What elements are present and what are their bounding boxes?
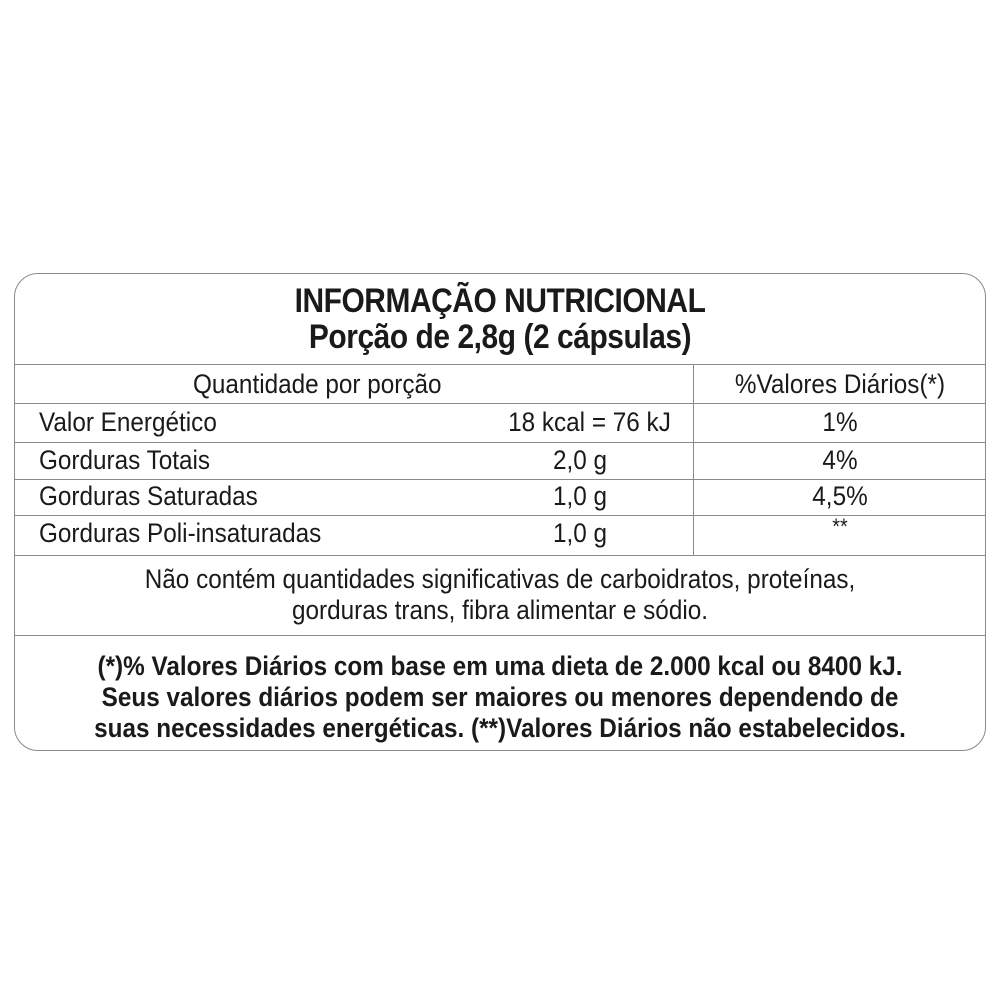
column-divider	[693, 364, 694, 555]
nutrient-name: Gorduras Totais	[39, 445, 211, 475]
divider-note-end	[15, 635, 985, 636]
nutrient-name: Gorduras Poli-insaturadas	[39, 518, 322, 548]
nutrient-daily-value: 1%	[822, 407, 858, 437]
header-quantity-per-serving: Quantidade por porção	[193, 369, 442, 399]
panel-header	[15, 274, 985, 364]
divider-row-1	[15, 442, 985, 443]
nutrient-name: Valor Energético	[39, 407, 217, 437]
nutrient-amount: 18 kcal = 76 kJ	[508, 407, 671, 437]
insignificant-amounts-note-line-2: gorduras trans, fibra alimentar e sódio.	[291, 595, 708, 625]
divider-row-2	[15, 479, 985, 480]
insignificant-amounts-note-line-1: Não contém quantidades significativas de carboidratos, proteínas,	[144, 564, 856, 594]
divider-column-headers	[15, 403, 985, 404]
daily-values-footnote-line-2: Seus valores diários podem ser maiores ou menores dependendo de	[101, 682, 899, 712]
nutrient-daily-value: 4,5%	[812, 481, 868, 511]
nutrient-amount: 1,0 g	[552, 481, 607, 511]
divider-table-end	[15, 555, 985, 556]
nutrient-amount: 2,0 g	[552, 445, 607, 475]
panel-title: INFORMAÇÃO NUTRICIONAL	[294, 282, 706, 320]
daily-values-footnote-line-3: suas necessidades energéticas. (**)Valores Diários não estabelecidos.	[94, 713, 906, 743]
serving-size: Porção de 2,8g (2 cápsulas)	[308, 318, 692, 356]
nutrition-facts-panel	[14, 273, 986, 751]
nutrient-daily-value: 4%	[822, 445, 858, 475]
nutrient-daily-value: **	[832, 514, 848, 539]
header-daily-values: %Valores Diários(*)	[734, 369, 946, 399]
daily-values-footnote-line-1: (*)% Valores Diários com base em uma dieta de 2.000 kcal ou 8400 kJ.	[97, 651, 903, 681]
nutrient-name: Gorduras Saturadas	[39, 481, 258, 511]
nutrient-amount: 1,0 g	[552, 518, 607, 548]
divider-header	[15, 364, 985, 365]
